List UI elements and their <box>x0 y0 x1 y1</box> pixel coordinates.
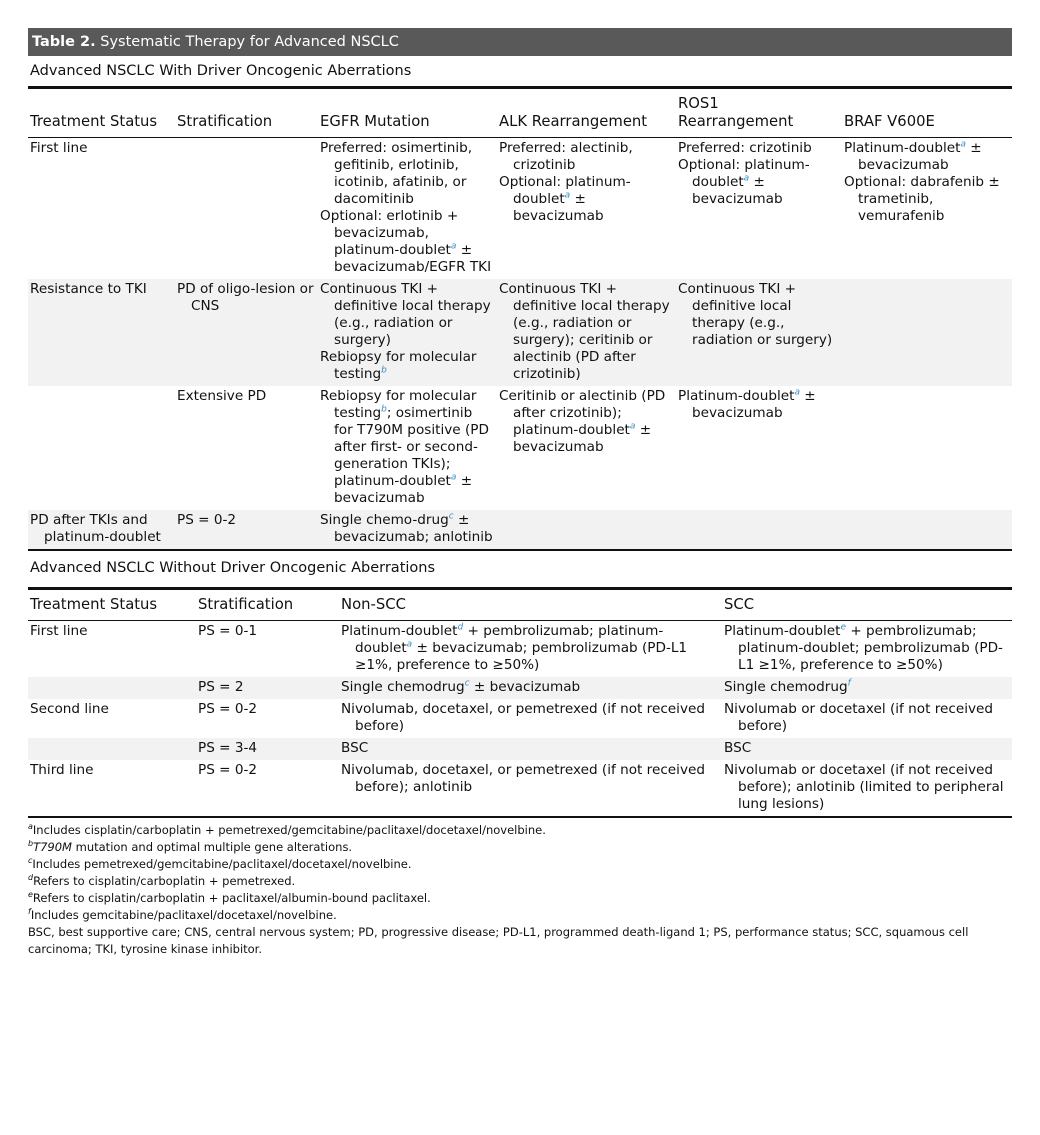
treatment-status-cell <box>28 760 196 816</box>
treatment-status-cell <box>28 510 175 550</box>
cell-text: Preferred: alectinib, crizotinib <box>499 140 633 173</box>
footnote-marker: a <box>406 639 413 650</box>
cell-text: PD of oligo-lesion or CNS <box>177 281 314 314</box>
table-row <box>28 699 1012 738</box>
cell-text: PS = 0-2 <box>177 512 237 528</box>
cell-text: Optional: erlotinib + bevacizumab, platinum-doublet$^a$ ± bevacizumab/EGFR TKI <box>320 208 492 275</box>
ros1-cell <box>676 386 842 510</box>
egfr-cell <box>318 138 497 280</box>
footnote: $^c$Includes pemetrexed/gemcitabine/paclitaxel/docetaxel/novelbine. <box>28 856 412 871</box>
footnote-mark: c <box>28 856 33 866</box>
cell-text: Rebiopsy for molecular testing$^b$; osimertinib for T790M positive (PD after first- or second-generation TKIs); platinum-doublet$^a$ ± bevacizumab <box>320 388 489 506</box>
cell-text: Extensive PD <box>177 388 267 404</box>
treatment-status-cell <box>28 699 196 738</box>
footnote-mark: d <box>28 873 34 883</box>
cell-text: BSC <box>724 740 752 756</box>
treatment-status-cell <box>28 138 175 280</box>
scc-cell <box>722 738 1012 760</box>
table-row <box>28 738 1012 760</box>
cell-text: Third line <box>30 762 94 778</box>
cell-text: Nivolumab or docetaxel (if not received before); anlotinib (limited to peripheral lung lesions) <box>724 762 1004 812</box>
non-scc-cell <box>339 699 722 738</box>
table-row <box>28 760 1012 816</box>
driver-aberrations-table <box>28 89 1012 551</box>
ros1-cell <box>676 279 842 386</box>
cell-text: Nivolumab, docetaxel, or pemetrexed (if not received before); anlotinib <box>341 762 705 795</box>
cell-text: Single chemodrug$^f$ <box>724 678 851 695</box>
cell-text: Continuous TKI + definitive local therapy (e.g., radiation or surgery) <box>678 281 833 348</box>
cell-text: Preferred: crizotinib <box>678 140 812 156</box>
footnote: $^f$Includes gemcitabine/paclitaxel/docetaxel/novelbine. <box>28 907 337 922</box>
cell-text: Optional: platinum-doublet$^a$ ± bevacizumab <box>499 174 631 224</box>
col-header: Non-SCC <box>339 590 722 621</box>
cell-text: Ceritinib or alectinib (PD after crizotinib); platinum-doublet$^a$ ± bevacizumab <box>499 388 666 455</box>
table-figure <box>28 28 1012 958</box>
col-header: Treatment Status <box>28 89 175 138</box>
braf-cell <box>842 510 1012 550</box>
footnote: $^a$Includes cisplatin/carboplatin + pemetrexed/gemcitabine/paclitaxel/docetaxel/novelbine. <box>28 822 546 837</box>
table-header-row <box>28 89 1012 138</box>
scc-cell <box>722 760 1012 816</box>
cell-text: Platinum-doublet$^d$ + pembrolizumab; platinum-doublet$^a$ ± bevacizumab; pembrolizumab (PD-L1 ≥1%, preference to ≥50%) <box>341 622 688 673</box>
cell-text: First line <box>30 140 88 156</box>
footnote-mark: a <box>28 822 33 832</box>
table-row <box>28 386 1012 510</box>
footnote-marker: a <box>450 241 457 252</box>
treatment-status-cell <box>28 386 175 510</box>
cell-text: Continuous TKI + definitive local therapy (e.g., radiation or surgery); ceritinib or alectinib (PD after crizotinib) <box>499 281 670 382</box>
table-row <box>28 677 1012 699</box>
cell-text: Preferred: osimertinib, gefitinib, erlotinib, icotinib, afatinib, or dacomitinib <box>320 140 473 207</box>
footnote-marker: a <box>564 190 571 201</box>
footnote-marker: a <box>743 173 750 184</box>
stratification-cell <box>196 677 339 699</box>
footnote: $^d$Refers to cisplatin/carboplatin + pemetrexed. <box>28 873 296 888</box>
footnotes <box>28 822 1012 958</box>
braf-cell <box>842 138 1012 280</box>
stratification-cell <box>196 738 339 760</box>
treatment-status-cell <box>28 677 196 699</box>
cell-text: First line <box>30 623 88 639</box>
cell-text: PS = 2 <box>198 679 244 695</box>
table-header-row <box>28 590 1012 621</box>
ros1-cell <box>676 510 842 550</box>
col-header: SCC <box>722 590 1012 621</box>
stratification-cell <box>196 699 339 738</box>
cell-text: PD after TKIs and platinum-doublet <box>30 512 161 545</box>
no-driver-table-body <box>28 621 1012 817</box>
scc-cell <box>722 677 1012 699</box>
scc-cell <box>722 621 1012 678</box>
alk-cell <box>497 386 676 510</box>
table-row <box>28 279 1012 386</box>
ros1-cell <box>676 138 842 280</box>
cell-text: Optional: platinum-doublet$^a$ ± bevacizumab <box>678 157 810 207</box>
table-row <box>28 510 1012 550</box>
col-header: ALK Rearrangement <box>497 89 676 138</box>
footnote-marker: a <box>794 387 800 398</box>
cell-text: PS = 0-2 <box>198 701 258 717</box>
egfr-cell <box>318 279 497 386</box>
footnote-marker: d <box>457 622 464 633</box>
col-header: ROS1 Rearrangement <box>676 89 842 138</box>
non-scc-cell <box>339 621 722 678</box>
alk-cell <box>497 279 676 386</box>
footnote-marker: f <box>847 678 851 689</box>
footnote-marker: e <box>840 622 846 633</box>
table-caption: Systematic Therapy for Advanced NSCLC <box>95 34 399 50</box>
footnote-marker: b <box>381 404 387 415</box>
cell-text: Second line <box>30 701 109 717</box>
cell-text: Single chemo-drug$^c$ ± bevacizumab; anlotinib <box>320 511 493 545</box>
braf-cell <box>842 279 1012 386</box>
section2-heading: Advanced NSCLC Without Driver Oncogenic Aberrations <box>28 551 1012 590</box>
non-scc-cell <box>339 760 722 816</box>
cell-text: Rebiopsy for molecular testing$^b$ <box>320 349 477 382</box>
footnote: $^b$T790M mutation and optimal multiple gene alterations. <box>28 839 353 854</box>
col-header: Treatment Status <box>28 590 196 621</box>
cell-text: PS = 0-1 <box>198 623 258 639</box>
table-label: Table 2. <box>32 34 96 50</box>
stratification-cell <box>175 279 318 386</box>
footnote-mark: f <box>28 907 31 917</box>
footnote: $^e$Refers to cisplatin/carboplatin + paclitaxel/albumin-bound paclitaxel. <box>28 890 431 905</box>
stratification-cell <box>196 760 339 816</box>
cell-text: Platinum-doublet$^e$ + pembrolizumab; platinum-doublet; pembrolizumab (PD-L1 ≥1%, preference to ≥50%) <box>724 622 1003 673</box>
alk-cell <box>497 510 676 550</box>
cell-text: Single chemodrug$^c$ ± bevacizumab <box>341 678 581 695</box>
treatment-status-cell <box>28 621 196 678</box>
no-driver-table <box>28 590 1012 816</box>
col-header: Stratification <box>196 590 339 621</box>
footnote-marker: b <box>381 365 387 376</box>
stratification-cell <box>196 621 339 678</box>
col-header: EGFR Mutation <box>318 89 497 138</box>
table-title <box>28 28 1012 56</box>
abbreviations: BSC, best supportive care; CNS, central nervous system; PD, progressive disease; PD-L1, programmed death-ligand 1; PS, performance status; SCC, squamous cell carcinoma; TKI, tyrosine kinase inhibitor. <box>28 925 969 956</box>
braf-cell <box>842 386 1012 510</box>
footnote-marker: a <box>629 421 636 432</box>
scc-cell <box>722 699 1012 738</box>
footnote-mark: b <box>28 839 34 849</box>
footnote-marker: c <box>464 678 470 689</box>
non-scc-cell <box>339 677 722 699</box>
cell-text: Nivolumab or docetaxel (if not received before) <box>724 701 994 734</box>
cell-text: BSC <box>341 740 369 756</box>
driver-table-body <box>28 138 1012 551</box>
cell-text: PS = 3-4 <box>198 740 258 756</box>
footnote-mark: e <box>28 890 33 900</box>
cell-text: Resistance to TKI <box>30 281 147 297</box>
treatment-status-cell <box>28 738 196 760</box>
stratification-cell <box>175 138 318 280</box>
cell-text: PS = 0-2 <box>198 762 258 778</box>
alk-cell <box>497 138 676 280</box>
cell-text: Nivolumab, docetaxel, or pemetrexed (if not received before) <box>341 701 705 734</box>
treatment-status-cell <box>28 279 175 386</box>
footnote-marker: c <box>448 511 454 522</box>
non-scc-cell <box>339 738 722 760</box>
table-row <box>28 621 1012 678</box>
stratification-cell <box>175 510 318 550</box>
footnote-marker: a <box>450 472 457 483</box>
col-header: Stratification <box>175 89 318 138</box>
section1-heading: Advanced NSCLC With Driver Oncogenic Aberrations <box>28 56 1012 89</box>
egfr-cell <box>318 386 497 510</box>
table-row <box>28 138 1012 280</box>
col-header: BRAF V600E <box>842 89 1012 138</box>
cell-text: Optional: dabrafenib ± trametinib, vemurafenib <box>844 174 1000 224</box>
cell-text: Continuous TKI + definitive local therapy (e.g., radiation or surgery) <box>320 281 491 348</box>
cell-text: Platinum-doublet$^a$ ± bevacizumab <box>844 139 982 173</box>
egfr-cell <box>318 510 497 550</box>
cell-text: Platinum-doublet$^a$ ± bevacizumab <box>678 387 816 421</box>
footnote-marker: a <box>960 139 966 150</box>
stratification-cell <box>175 386 318 510</box>
